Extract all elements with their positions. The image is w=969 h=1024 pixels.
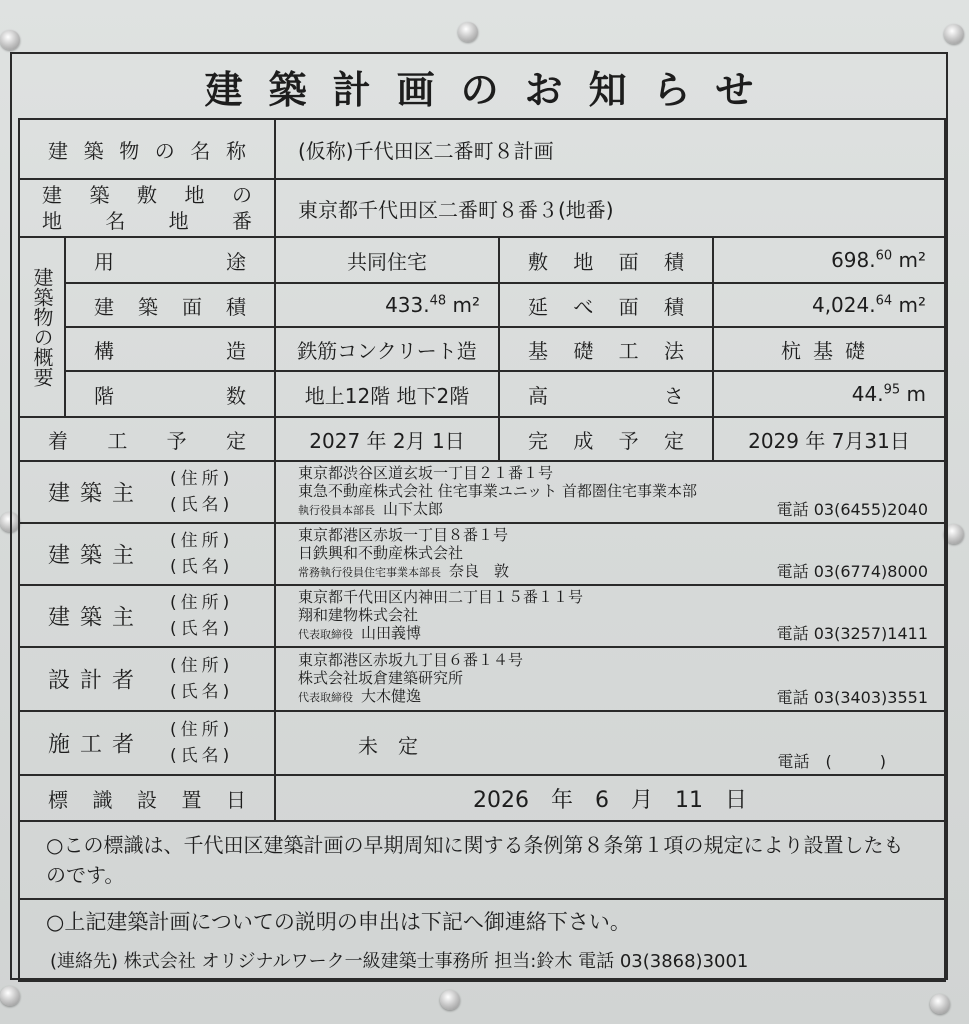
designer-info: [275, 647, 945, 711]
owner-1-tel: 電話 03(6455)2040: [776, 500, 928, 519]
site-value: 東京都千代田区二番町８番３(地番): [275, 179, 945, 237]
owner-2-tel: 電話 03(6774)8000: [776, 562, 928, 581]
total-floor-area-value: [713, 283, 945, 327]
height-label: 高さ: [499, 371, 713, 417]
building-name-value: (仮称)千代田区二番町８計画: [275, 119, 945, 179]
completion-value: 2029 年 7月31日: [713, 417, 945, 461]
building-area-value: [275, 283, 499, 327]
owner-2-company: 日鉄興和不動産株式会社: [298, 544, 464, 562]
site-area-value: [713, 237, 945, 283]
row-site: [19, 179, 945, 237]
site-area-int: 698.: [831, 248, 876, 272]
contractor-sub: [170, 717, 233, 769]
owner-3-sub-address: (住所): [170, 593, 234, 613]
designer-sub: [170, 653, 233, 705]
row-building-name: [19, 119, 945, 179]
owner-2-sub: [170, 528, 233, 580]
row-designer: [19, 647, 945, 711]
foundation-label: 基礎工法: [499, 327, 713, 371]
building-area-dec: 48: [429, 293, 447, 309]
row-note-2: [19, 899, 945, 981]
owner-3-tel: 電話 03(3257)1411: [776, 624, 928, 643]
owner-2-info: [275, 523, 945, 585]
site-area-unit: m²: [898, 248, 926, 272]
owner-3-title: 代表取締役: [298, 628, 353, 641]
owner-2-sub-address: (住所): [170, 531, 234, 551]
owner-1-title: 執行役員本部長: [298, 504, 375, 517]
start-label: 着工予定: [19, 417, 275, 461]
owner-3-sub-name: (氏名): [170, 619, 234, 639]
sign-date-label: 標識設置日: [19, 775, 275, 821]
height-dec: 95: [883, 382, 901, 398]
owner-1-person: 山下太郎: [383, 500, 444, 518]
total-floor-area-int: 4,024.: [811, 293, 876, 317]
owner-1-label: [19, 461, 275, 523]
designer-sub-address: (住所): [170, 656, 234, 676]
sign-date-value: 2026 年 6 月 11 日: [275, 775, 945, 821]
building-area-unit: m²: [452, 293, 480, 317]
overview-side-text: 建築物の概要: [30, 267, 54, 387]
designer-sub-name: (氏名): [170, 682, 234, 702]
owner-1-address: 東京都渋谷区道玄坂一丁目２１番１号: [298, 464, 554, 482]
site-label: [19, 179, 275, 237]
note-2-cell: [19, 899, 945, 981]
note-1: ○この標識は、千代田区建築計画の早期周知に関する条例第８条第１項の規定により設置したものです。: [19, 821, 945, 899]
site-label-line1: 建築敷地の: [42, 183, 252, 207]
height-value: [713, 371, 945, 417]
owner-1-info: [275, 461, 945, 523]
screw-icon: [0, 986, 20, 1006]
row-note-1: [19, 821, 945, 899]
overview-side-label: [19, 237, 65, 417]
row-owner-1: [19, 461, 945, 523]
start-value: 2027 年 2月 1日: [275, 417, 499, 461]
row-owner-3: [19, 585, 945, 647]
contractor-sub-name: (氏名): [170, 746, 234, 766]
designer-title: 代表取締役: [298, 691, 353, 704]
owner-2-person: 奈良 敦: [449, 562, 510, 580]
owner-3-address: 東京都千代田区内神田二丁目１５番１１号: [298, 588, 584, 606]
owner-3-info: [275, 585, 945, 647]
owner-2-title: 常務執行役員住宅事業本部長: [298, 566, 441, 579]
building-area-int: 433.: [385, 293, 430, 317]
total-floor-area-unit: m²: [898, 293, 926, 317]
row-contractor: [19, 711, 945, 775]
screw-icon: [458, 22, 478, 42]
designer-company: 株式会社坂倉建築研究所: [298, 669, 464, 687]
owner-1-role: 建築主: [48, 481, 145, 507]
owner-1-sub: [170, 466, 233, 518]
row-floors: [19, 371, 945, 417]
info-table: [18, 118, 946, 982]
owner-2-label: [19, 523, 275, 585]
contractor-tel: 電話 ( ): [777, 752, 886, 771]
designer-tel: 電話 03(3403)3551: [776, 688, 928, 707]
designer-label: [19, 647, 275, 711]
site-area-dec: 60: [875, 248, 893, 264]
contractor-label: [19, 711, 275, 775]
structure-value: 鉄筋コンクリート造: [275, 327, 499, 371]
row-owner-2: [19, 523, 945, 585]
site-label-line2: 地名地番: [42, 209, 252, 233]
total-floor-area-dec: 64: [875, 293, 893, 309]
contractor-sub-address: (住所): [170, 720, 234, 740]
screw-icon: [930, 994, 950, 1014]
use-label: 用途: [65, 237, 275, 283]
designer-address: 東京都港区赤坂九丁目６番１４号: [298, 651, 524, 669]
owner-3-label: [19, 585, 275, 647]
contractor-role: 施工者: [48, 732, 145, 758]
screw-icon: [0, 30, 20, 50]
owner-1-sub-name: (氏名): [170, 495, 234, 515]
completion-label: 完成予定: [499, 417, 713, 461]
floors-label: 階数: [65, 371, 275, 417]
designer-role: 設計者: [48, 668, 145, 694]
owner-3-role: 建築主: [48, 605, 145, 631]
owner-3-sub: [170, 590, 233, 642]
screw-icon: [440, 990, 460, 1010]
screw-icon: [944, 24, 964, 44]
row-building-area: [19, 283, 945, 327]
owner-3-person: 山田義博: [361, 624, 422, 642]
contractor-value: 未 定: [358, 734, 418, 758]
row-sign-date: [19, 775, 945, 821]
building-area-label: 建築面積: [65, 283, 275, 327]
height-unit: m: [906, 382, 926, 406]
floors-value: 地上12階 地下2階: [275, 371, 499, 417]
row-schedule: [19, 417, 945, 461]
owner-2-sub-name: (氏名): [170, 557, 234, 577]
height-int: 44.: [851, 382, 884, 406]
page-title: 建築計画のお知らせ: [204, 67, 780, 112]
owner-2-role: 建築主: [48, 543, 145, 569]
row-structure: [19, 327, 945, 371]
note-2: ○上記建築計画についての説明の申出は下記へ御連絡下さい。: [46, 910, 631, 934]
site-area-label: 敷地面積: [499, 237, 713, 283]
row-use: [19, 237, 945, 283]
contact-line: (連絡先) 株式会社 オリジナルワーク一級建築士事務所 担当:鈴木 電話 03(3868)3001: [50, 951, 749, 972]
contractor-info: [275, 711, 945, 775]
total-floor-area-label: 延べ面積: [499, 283, 713, 327]
foundation-value: 杭基礎: [713, 327, 945, 371]
structure-label: 構造: [65, 327, 275, 371]
building-name-label: 建築物の名称: [19, 119, 275, 179]
owner-3-company: 翔和建物株式会社: [298, 606, 419, 624]
owner-2-address: 東京都港区赤坂一丁目８番１号: [298, 526, 509, 544]
owner-1-sub-address: (住所): [170, 469, 234, 489]
use-value: 共同住宅: [275, 237, 499, 283]
designer-person: 大木健逸: [361, 687, 422, 705]
owner-1-company: 東急不動産株式会社 住宅事業ユニット 首都圏住宅事業本部: [298, 482, 697, 500]
